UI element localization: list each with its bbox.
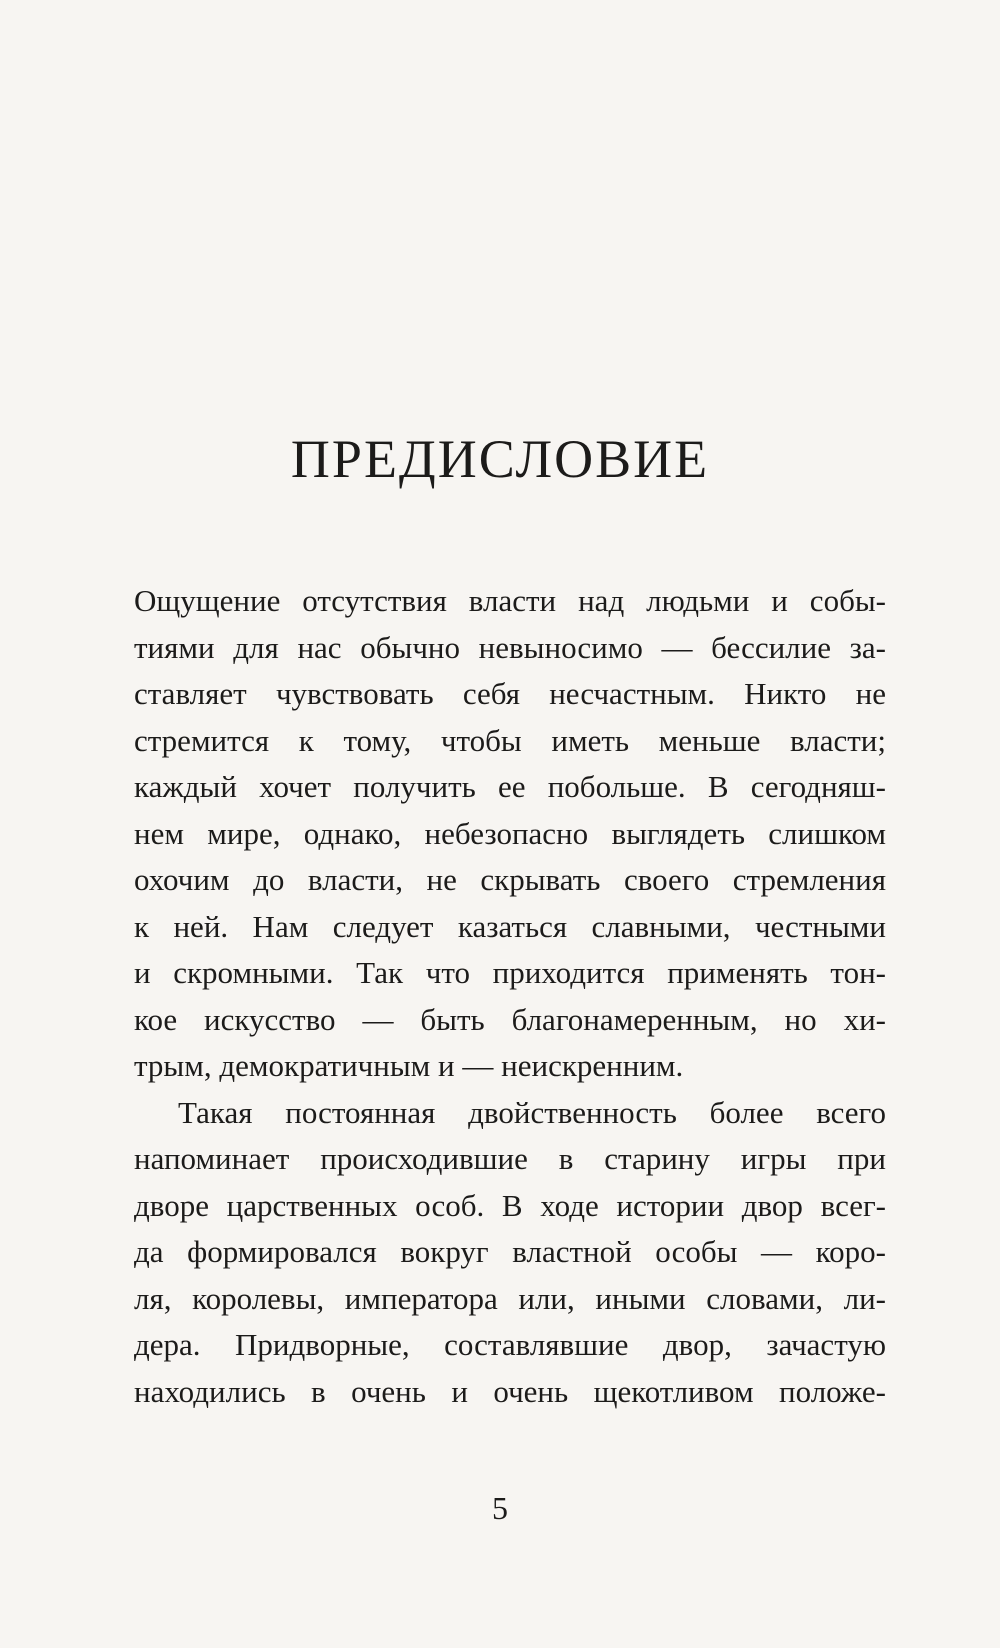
page-number: 5 — [492, 1490, 508, 1526]
paragraph-2 — [134, 1090, 886, 1416]
text-line: охочим до власти, не скрывать своего стремления — [134, 862, 886, 897]
text-line: находились в очень и очень щекотливом положе- — [134, 1373, 886, 1409]
text-line: каждый хочет получить ее побольше. В сегодняш- — [134, 769, 886, 804]
text-line: дворе царственных особ. В ходе истории двор всег- — [134, 1187, 886, 1223]
text-line: Ощущение отсутствия власти над людьми и собы- — [134, 583, 886, 618]
text-line: ставляет чувствовать себя несчастным. Никто не — [134, 676, 886, 711]
text-line: к ней. Нам следует казаться славными, честными — [134, 908, 886, 944]
text-line: стремится к тому, чтобы иметь меньше власти; — [134, 722, 886, 758]
body-text — [134, 578, 886, 1415]
text-line: дера. Придворные, составлявшие двор, зачастую — [134, 1327, 886, 1362]
paragraph-1 — [134, 578, 886, 1090]
text-line: и скромными. Так что приходится применять тон- — [134, 955, 886, 990]
text-line: ля, королевы, императора или, иными словами, ли- — [134, 1280, 886, 1316]
text-line: нем мире, однако, небезопасно выглядеть слишком — [134, 815, 886, 851]
text-line: напоминает происходившие в старину игры при — [134, 1141, 886, 1176]
text-line: да формировался вокруг властной особы — коро- — [134, 1234, 886, 1269]
text-line: кое искусство — быть благонамеренным, но хи- — [134, 1001, 886, 1037]
text-line: тиями для нас обычно невыносимо — бессилие за- — [134, 629, 886, 665]
text-line: Такая постоянная двойственность более всего — [178, 1094, 886, 1130]
text-line: трым, демократичным и — неискренним. — [134, 1048, 684, 1083]
chapter-title: ПРЕДИСЛОВИЕ — [290, 429, 710, 489]
